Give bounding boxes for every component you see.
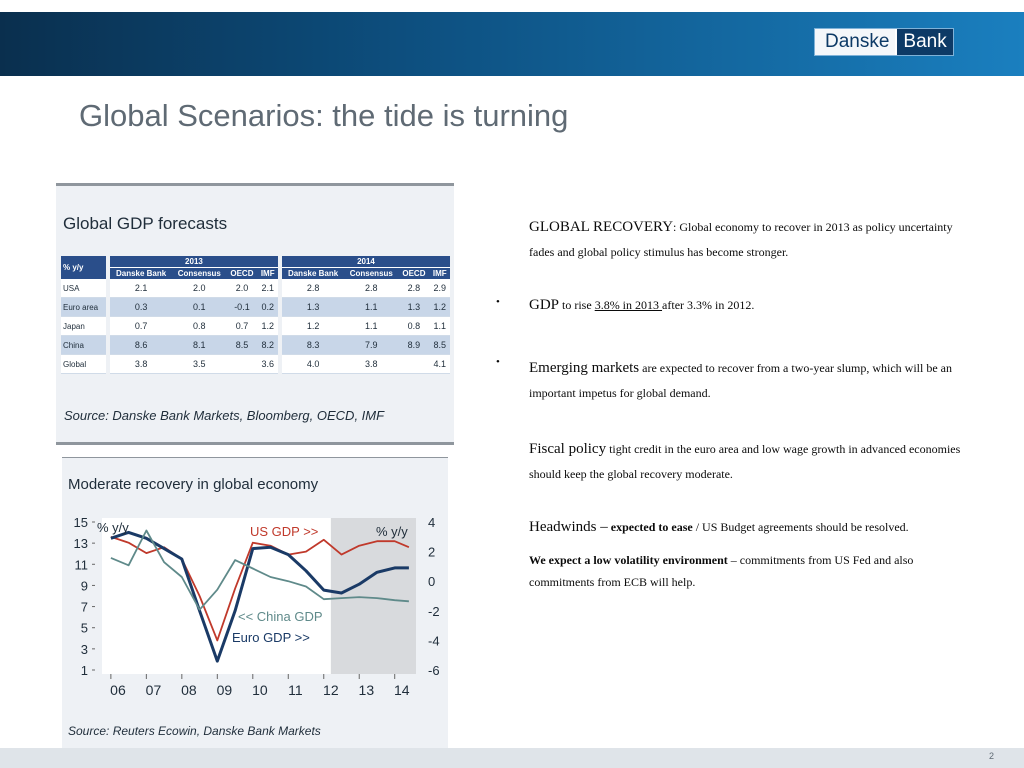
table-cell: 2.8 bbox=[344, 279, 398, 298]
col-header: Consensus bbox=[344, 268, 398, 280]
table-row bbox=[61, 336, 450, 355]
right-tick-label: 2 bbox=[428, 544, 436, 560]
table-title: Global GDP forecasts bbox=[63, 214, 228, 233]
bullet-icon: • bbox=[496, 296, 500, 308]
table-row bbox=[61, 317, 450, 336]
global-recovery-paragraph bbox=[529, 215, 974, 265]
recovery-chart-panel bbox=[62, 457, 448, 750]
emerging-markets-body: are expected to recover from a two-year slump, which will be an important impetus for global demand. bbox=[529, 361, 952, 400]
table-cell bbox=[226, 355, 257, 374]
x-tick-label: 10 bbox=[252, 682, 268, 698]
x-tick-label: 06 bbox=[110, 682, 126, 698]
table-cell: 8.5 bbox=[430, 336, 451, 355]
left-tick-label: 1 bbox=[80, 663, 88, 678]
table-cell: 8.5 bbox=[226, 336, 257, 355]
table-cell: 4.0 bbox=[282, 355, 344, 374]
headwinds-paragraph bbox=[529, 518, 974, 536]
table-cell: 1.2 bbox=[430, 298, 451, 317]
left-tick-label: 15 bbox=[73, 515, 88, 530]
gdp-pre: to rise bbox=[559, 298, 595, 312]
table-cell: 2.0 bbox=[172, 279, 226, 298]
row-label: Global bbox=[61, 355, 106, 374]
bullet-icon: • bbox=[496, 356, 500, 368]
gdp-heading: GDP bbox=[529, 297, 560, 313]
left-tick-label: 11 bbox=[74, 557, 88, 573]
right-axis-label: % y/y bbox=[376, 524, 408, 539]
emerging-markets-heading: Emerging markets bbox=[529, 360, 640, 376]
footer-bar bbox=[0, 748, 1024, 768]
col-header: IMF bbox=[258, 268, 278, 280]
table-cell: 8.1 bbox=[172, 336, 226, 355]
table-row bbox=[61, 279, 450, 298]
left-tick-label: 7 bbox=[80, 599, 88, 615]
table-cell: 1.3 bbox=[398, 298, 429, 317]
left-tick-label: 13 bbox=[73, 536, 88, 552]
col-header: IMF bbox=[430, 268, 451, 280]
x-tick-label: 13 bbox=[358, 682, 375, 698]
fiscal-policy-body: tight credit in the euro area and low wage growth in advanced economies should keep the global recovery moderate. bbox=[529, 442, 961, 481]
table-cell: 2.1 bbox=[110, 279, 172, 298]
table-cell: 2.8 bbox=[398, 279, 429, 298]
table-cell: 8.6 bbox=[110, 336, 172, 355]
emerging-markets-paragraph bbox=[496, 356, 974, 406]
headwinds-rest: / US Budget agreements should be resolved. bbox=[692, 520, 909, 534]
right-tick-label: 0 bbox=[428, 574, 436, 590]
headwinds-bold: expected to ease bbox=[607, 520, 693, 534]
global-recovery-body: : Global economy to recover in 2013 as policy uncertainty fades and global policy stimulus has become stronger. bbox=[529, 220, 953, 259]
row-label: USA bbox=[61, 279, 106, 298]
col-header: OECD bbox=[226, 268, 257, 280]
left-tick-label: 3 bbox=[80, 641, 88, 657]
col-header: Danske Bank bbox=[282, 268, 344, 280]
right-tick-label: 4 bbox=[428, 515, 436, 530]
table-cell: 3.5 bbox=[172, 355, 226, 374]
unit-header: % y/y bbox=[61, 256, 106, 279]
euro-gdp-label: Euro GDP >> bbox=[232, 630, 310, 645]
row-label: Euro area bbox=[61, 298, 106, 317]
table-cell: 0.8 bbox=[172, 317, 226, 336]
table-cell: 0.3 bbox=[110, 298, 172, 317]
page-number: 2 bbox=[988, 751, 994, 761]
danske-bank-logo bbox=[814, 28, 954, 56]
row-label: Japan bbox=[61, 317, 106, 336]
recovery-chart bbox=[62, 458, 448, 720]
chart-source: Source: Reuters Ecowin, Danske Bank Markets bbox=[68, 724, 321, 738]
table-cell: 1.1 bbox=[344, 298, 398, 317]
table-cell bbox=[398, 355, 429, 374]
table-cell: 0.1 bbox=[172, 298, 226, 317]
table-cell: 1.3 bbox=[282, 298, 344, 317]
table-cell: 1.1 bbox=[430, 317, 451, 336]
group-2013: 2013 bbox=[110, 256, 278, 268]
us-gdp-label: US GDP >> bbox=[250, 524, 319, 539]
table-cell: 2.9 bbox=[430, 279, 451, 298]
low-volatility-rest: – commitments from US Fed and also commitments from ECB will help. bbox=[529, 553, 914, 589]
table-cell: 1.2 bbox=[258, 317, 278, 336]
table-cell: -0.1 bbox=[226, 298, 257, 317]
table-cell: 8.2 bbox=[258, 336, 278, 355]
fiscal-policy-paragraph bbox=[529, 437, 974, 487]
table-row bbox=[61, 355, 450, 374]
x-tick-label: 09 bbox=[216, 682, 233, 698]
table-cell: 8.3 bbox=[282, 336, 344, 355]
col-header: Danske Bank bbox=[110, 268, 172, 280]
x-tick-label: 11 bbox=[288, 682, 303, 698]
headwinds-heading: Headwinds – bbox=[529, 519, 608, 535]
table-cell: 8.9 bbox=[398, 336, 429, 355]
table-cell: 0.8 bbox=[398, 317, 429, 336]
table-cell: 0.2 bbox=[258, 298, 278, 317]
x-tick-label: 12 bbox=[323, 682, 339, 698]
x-tick-label: 08 bbox=[181, 682, 197, 698]
left-tick-label: 5 bbox=[80, 620, 88, 636]
slide-title: Global Scenarios: the tide is turning bbox=[79, 98, 569, 133]
group-2014: 2014 bbox=[282, 256, 450, 268]
table-source: Source: Danske Bank Markets, Bloomberg, OECD, IMF bbox=[64, 408, 385, 423]
table-cell: 0.7 bbox=[226, 317, 257, 336]
table-row bbox=[61, 298, 450, 317]
table-cell: 3.8 bbox=[110, 355, 172, 374]
table-cell: 3.8 bbox=[344, 355, 398, 374]
x-tick-label: 07 bbox=[145, 682, 162, 698]
logo-danske: Danske bbox=[815, 29, 895, 55]
col-header: Consensus bbox=[172, 268, 226, 280]
fiscal-policy-heading: Fiscal policy bbox=[529, 441, 607, 457]
gdp-forecast-panel bbox=[56, 183, 454, 445]
gdp-table bbox=[61, 256, 450, 374]
table-cell: 1.1 bbox=[344, 317, 398, 336]
table-cell: 2.1 bbox=[258, 279, 278, 298]
low-volatility-bold: We expect a low volatility environment bbox=[529, 553, 728, 567]
table-cell: 7.9 bbox=[344, 336, 398, 355]
row-label: China bbox=[61, 336, 106, 355]
chart-title: Moderate recovery in global economy bbox=[68, 476, 319, 493]
right-tick-label: -6 bbox=[428, 663, 440, 678]
global-recovery-heading: GLOBAL RECOVERY bbox=[529, 219, 674, 235]
gdp-post: after 3.3% in 2012. bbox=[662, 298, 755, 312]
table-cell: 3.6 bbox=[258, 355, 278, 374]
gdp-highlight: 3.8% in 2013 bbox=[594, 298, 663, 312]
low-volatility-paragraph bbox=[529, 549, 974, 593]
table-cell: 2.8 bbox=[282, 279, 344, 298]
gdp-paragraph bbox=[496, 296, 974, 314]
left-tick-label: 9 bbox=[80, 578, 88, 594]
table-cell: 2.0 bbox=[226, 279, 257, 298]
right-tick-label: -4 bbox=[428, 633, 440, 649]
col-header: OECD bbox=[398, 268, 429, 280]
table-cell: 1.2 bbox=[282, 317, 344, 336]
x-tick-label: 14 bbox=[394, 682, 410, 698]
table-cell: 0.7 bbox=[110, 317, 172, 336]
right-tick-label: -2 bbox=[428, 603, 440, 619]
left-axis-label: % y/y bbox=[97, 520, 129, 535]
logo-bank: Bank bbox=[895, 29, 952, 55]
table-cell: 4.1 bbox=[430, 355, 451, 374]
china-gdp-label: << China GDP bbox=[238, 609, 323, 624]
